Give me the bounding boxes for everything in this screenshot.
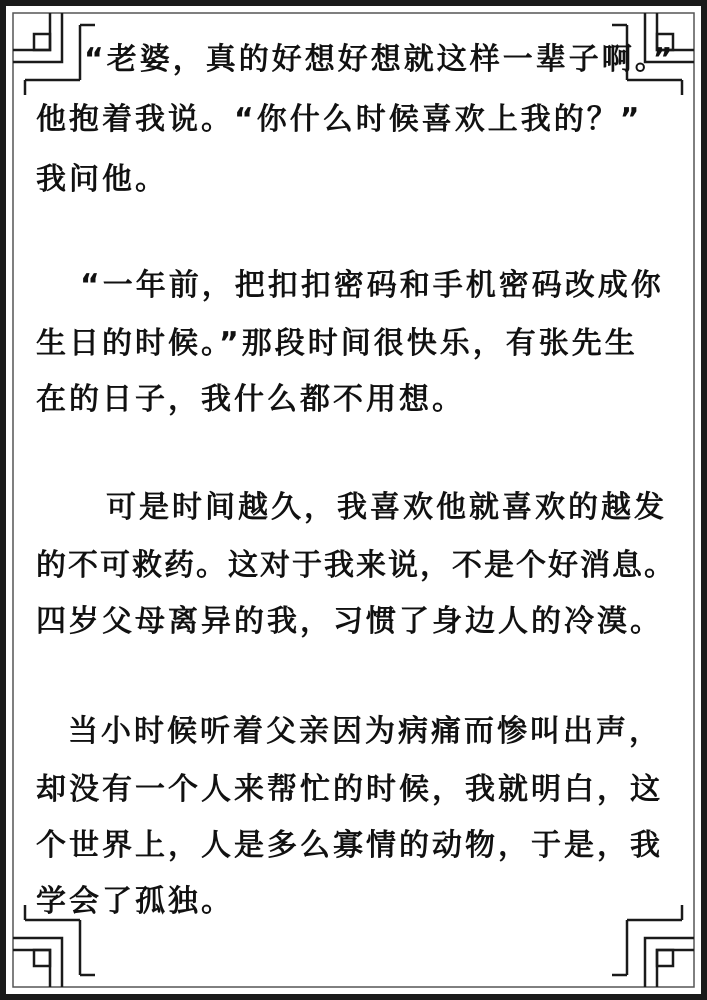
paragraph-4-line-3: 个世界上，人是多么寡情的动物，于是，我 [36,828,663,863]
paragraph-1-line-2: 他抱着我说。“你什么时候喜欢上我的？” [36,102,643,137]
paragraph-2-line-3: 在的日子，我什么都不用想。 [36,382,465,417]
paragraph-3-line-3: 四岁父母离异的我，习惯了身边人的冷漠。 [36,604,663,639]
paragraph-3-line-1: 可是时间越久，我喜欢他就喜欢的越发 [106,490,667,525]
paragraph-3-line-2: 的不可救药。这对于我来说，不是个好消息。 [36,548,676,583]
paragraph-2-line-2: 生日的时候。”那段时间很快乐，有张先生 [36,326,638,361]
paragraph-4-line-1: 当小时候听着父亲因为病痛而惨叫出声， [68,714,662,749]
paragraph-1-line-3: 我问他。 [36,162,168,197]
paragraph-2-line-1: “一年前，把扣扣密码和手机密码改成你 [80,268,664,303]
paragraph-1-line-1: “老婆，真的好想好想就这样一辈子啊。” [84,42,676,77]
paragraph-4-line-4: 学会了孤独。 [36,884,234,919]
paragraph-4-line-2: 却没有一个人来帮忙的时候，我就明白，这 [36,772,663,807]
